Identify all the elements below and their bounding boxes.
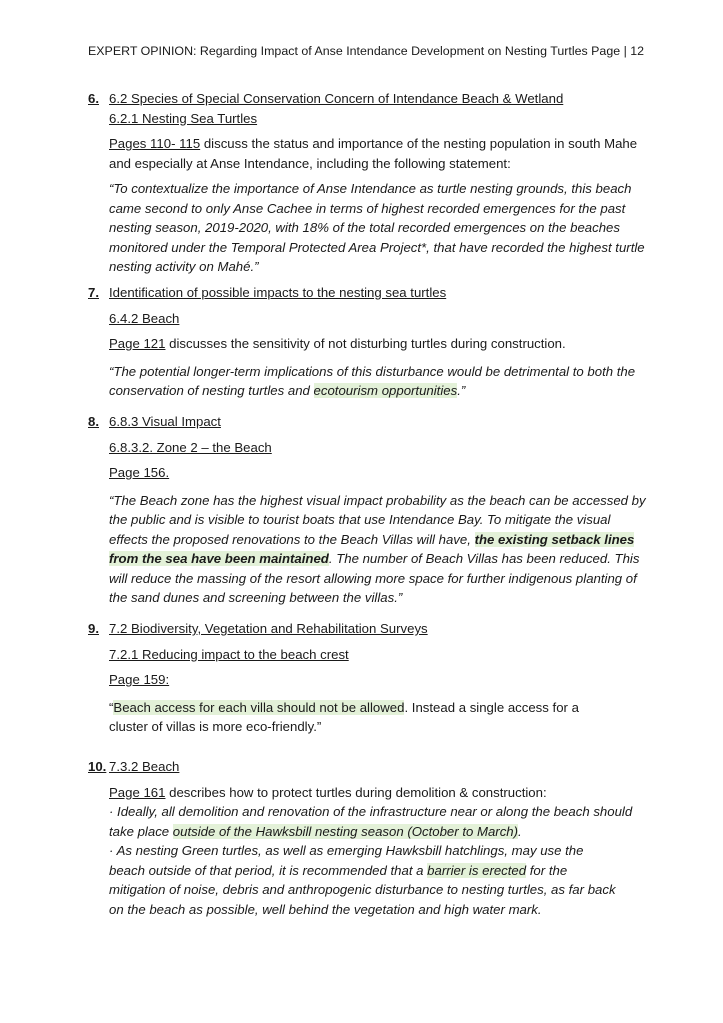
bullet-text: for the mitigation of noise, debris and anthropogenic disturbance to nesting turtles, as far back on the beach as possible, well behind the vegetation and high water mark. (109, 862, 616, 917)
page-reference: Pages 110- 115 (109, 136, 201, 151)
page-reference: Page 161 (109, 784, 166, 800)
section-subheading: 6.8.3.2. Zone 2 – the Beach (109, 439, 272, 455)
quote-text: . The number of Beach Villas has been reduced. This will reduce the massing of the resort allowing more space for further indigenous planting of the sand dunes and screening between the villas.” (109, 551, 640, 605)
section-heading: 7.2 Biodiversity, Vegetation and Rehabilitation Surveys (109, 621, 428, 636)
bullet-item (109, 841, 648, 919)
bullet-text: . (518, 823, 522, 839)
section-heading: Identification of possible impacts to the nesting sea turtles (109, 285, 447, 300)
page-header: EXPERT OPINION: Regarding Impact of Anse Intendance Development on Nesting Turtles Page | 12 (88, 44, 645, 58)
bullet-item (109, 802, 648, 841)
quote-text: . Instead a single access for a cluster of villas is more eco-friendly.” (109, 699, 579, 734)
paragraph (109, 783, 648, 803)
quote-text: .” (457, 383, 466, 398)
paragraph-text: discusses the sensitivity of not disturbing turtles during construction. (165, 336, 566, 351)
quote (109, 698, 648, 737)
quote-text: “ (109, 699, 114, 715)
section-subheading: 6.2.1 Nesting Sea Turtles (109, 110, 258, 126)
section-number: 10. (88, 759, 107, 774)
section-number: 6. (88, 91, 99, 106)
page-reference: Page 121 (109, 336, 166, 351)
highlighted-text: the existing setback lines from the sea have been maintained (109, 531, 635, 566)
section-number: 7. (88, 285, 99, 300)
section-10 (88, 757, 648, 919)
quote (109, 491, 648, 608)
highlighted-text: barrier is erected (427, 862, 527, 878)
section-subheading: 7.2.1 Reducing impact to the beach crest (109, 646, 349, 662)
section-subheading: 6.4.2 Beach (109, 310, 180, 326)
quote (109, 362, 648, 401)
section-number: 9. (88, 621, 99, 636)
highlighted-text: ecotourism opportunities (313, 383, 458, 398)
paragraph-text: describes how to protect turtles during demolition & construction: (165, 784, 547, 800)
quote: “To contextualize the importance of Anse Intendance as turtle nesting grounds, this beach came second to only Anse Cachee in terms of highest recorded emergences for the past nesting season, 2019-2020, with 18% of the total recorded emergences on the beaches monitored under the Temporal Protected Area Project*, that have recorded the highest turtle nesting activity on Mahé.” (109, 181, 645, 274)
quote-text: “The potential longer-term implications of this disturbance would be detrimental to both the conservation of nesting turtles and (109, 363, 636, 398)
section-6 (88, 89, 648, 277)
paragraph (109, 334, 648, 354)
highlighted-text: outside of the Hawksbill nesting season (October to March) (172, 823, 519, 839)
section-7 (88, 283, 648, 401)
section-heading: 6.8.3 Visual Impact (109, 414, 221, 429)
section-heading: 6.2 Species of Special Conservation Concern of Intendance Beach & Wetland (109, 91, 564, 106)
section-9 (88, 619, 648, 737)
section-heading: 7.3.2 Beach (109, 759, 180, 774)
section-8 (88, 412, 648, 608)
highlighted-text: Beach access for each villa should not be allowed (113, 699, 405, 715)
paragraph-text: discuss the status and importance of the nesting population in south Mahe and especially at Anse Intendance, including the following statement: (109, 136, 638, 171)
quote-text: “The Beach zone has the highest visual impact probability as the beach can be accessed by the public and is visible to tourist boats that use Intendance Bay. To mitigate the visual effects the proposed renovations to the Beach Villas will have, (109, 492, 646, 547)
page-reference: Page 156. (109, 465, 170, 480)
bullet-text: · Ideally, all demolition and renovation of the infrastructure near or along the beach should take place (109, 804, 633, 839)
bullet-text: · As nesting Green turtles, as well as emerging Hawksbill hatchlings, may use the beach outside of that period, it is recommended that a (109, 843, 584, 878)
page-reference: Page 159: (109, 672, 170, 687)
section-number: 8. (88, 414, 99, 429)
paragraph (109, 134, 648, 173)
